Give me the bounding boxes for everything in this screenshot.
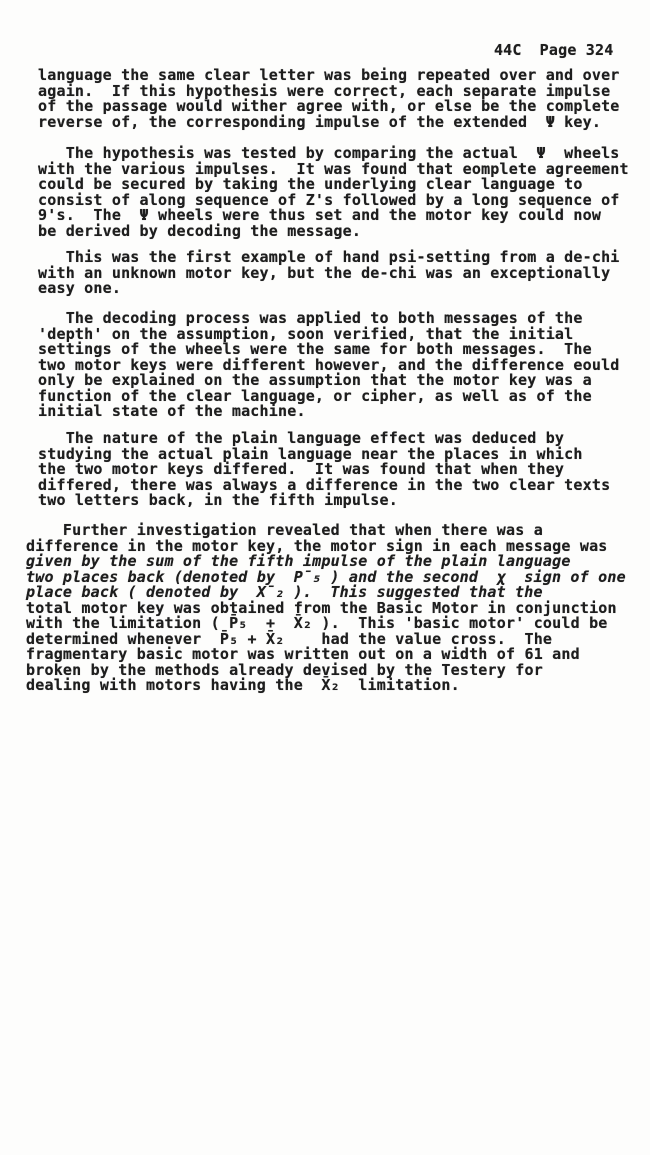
text-line: fragmentary basic motor was written out on a width of 61 and [26, 645, 580, 663]
text-line: easy one. [38, 279, 122, 297]
text-line: The decoding process was applied to both messages of the [38, 309, 583, 327]
text-line: only be explained on the assumption that the motor key was a [38, 371, 592, 389]
section-number: 44C [493, 41, 522, 59]
text-line: settings of the wheels were the same for both messages. The [38, 340, 592, 358]
text-line: reverse of, the corresponding impulse of the extended Ψ key. [38, 112, 602, 131]
text-line-italic: given by the sum of the fifth impulse of the plain language [26, 552, 571, 570]
paragraph-5 [38, 431, 610, 509]
paragraph-1 [38, 68, 620, 130]
text-line: with the various impulses. It was found that eomplete agreement [38, 159, 629, 178]
text-line: The hypothesis was tested by comparing the actual Ψ wheels [38, 144, 620, 162]
text-line: 'depth' on the assumption, soon verified, that the initial [38, 324, 574, 343]
paragraph-4 [38, 311, 620, 420]
text-line: determined whenever P̄₅ + X̄₂ had the value cross. The [26, 629, 553, 648]
paragraph-2 [38, 146, 629, 239]
text-line: 9's. The Ψ wheels were thus set and the motor key could now [38, 206, 602, 224]
text-line: initial state of the machine. [38, 402, 306, 420]
text-line: two letters back, in the fifth impulse. [38, 491, 398, 509]
text-line: the two motor keys differed. It was found that when they [38, 460, 565, 478]
text-line: two motor keys were different however, and the difference eould [38, 355, 620, 374]
paragraph-3 [38, 250, 620, 297]
text-line: consist of along sequence of Z's followed by a long sequence of [38, 190, 620, 209]
page-number: Page 324 [539, 41, 614, 59]
text-line: differed, there was always a difference in the two clear texts [38, 475, 611, 494]
text-line: This was the first example of hand psi-setting from a de-chi [38, 248, 620, 266]
paragraph-6 [26, 523, 626, 694]
text-line: be derived by decoding the message. [38, 221, 362, 240]
text-line: could be secured by taking the underlying clear language to [38, 175, 583, 193]
text-line: broken by the methods already devised by the Testery for [26, 660, 543, 679]
text-line: with an unknown motor key, but the de-chi was an exceptionally [38, 263, 611, 282]
text-line: again. If this hypothesis were correct, each separate impulse [38, 81, 611, 100]
text-line: difference in the motor key, the motor sign in each message was [26, 536, 608, 555]
text-line: dealing with motors having the X̄₂ limitation. [26, 676, 460, 694]
text-line-italic: place back ( denoted by X̄₂ ). This suggested that the [26, 583, 543, 601]
text-line: studying the actual plain language near the places in which [38, 444, 583, 463]
text-line: with the limitation ( P̄₅ + X̄₂ ). This 'basic motor' could be [26, 614, 608, 632]
text-line: of the passage would wither agree with, or else be the complete [38, 97, 620, 115]
text-line-italic: two places back (denoted by P̄₅ ) and the second χ sign of one [26, 567, 626, 586]
text-line: Further investigation revealed that when there was a [26, 521, 543, 539]
text-line: total motor key was obtained from the Basic Motor in conjunction [26, 598, 617, 617]
text-line: function of the clear language, or cipher, as well as of the [38, 386, 592, 405]
text-line: language the same clear letter was being repeated over and over [38, 66, 620, 84]
text-line: The nature of the plain language effect was deduced by [38, 429, 565, 447]
